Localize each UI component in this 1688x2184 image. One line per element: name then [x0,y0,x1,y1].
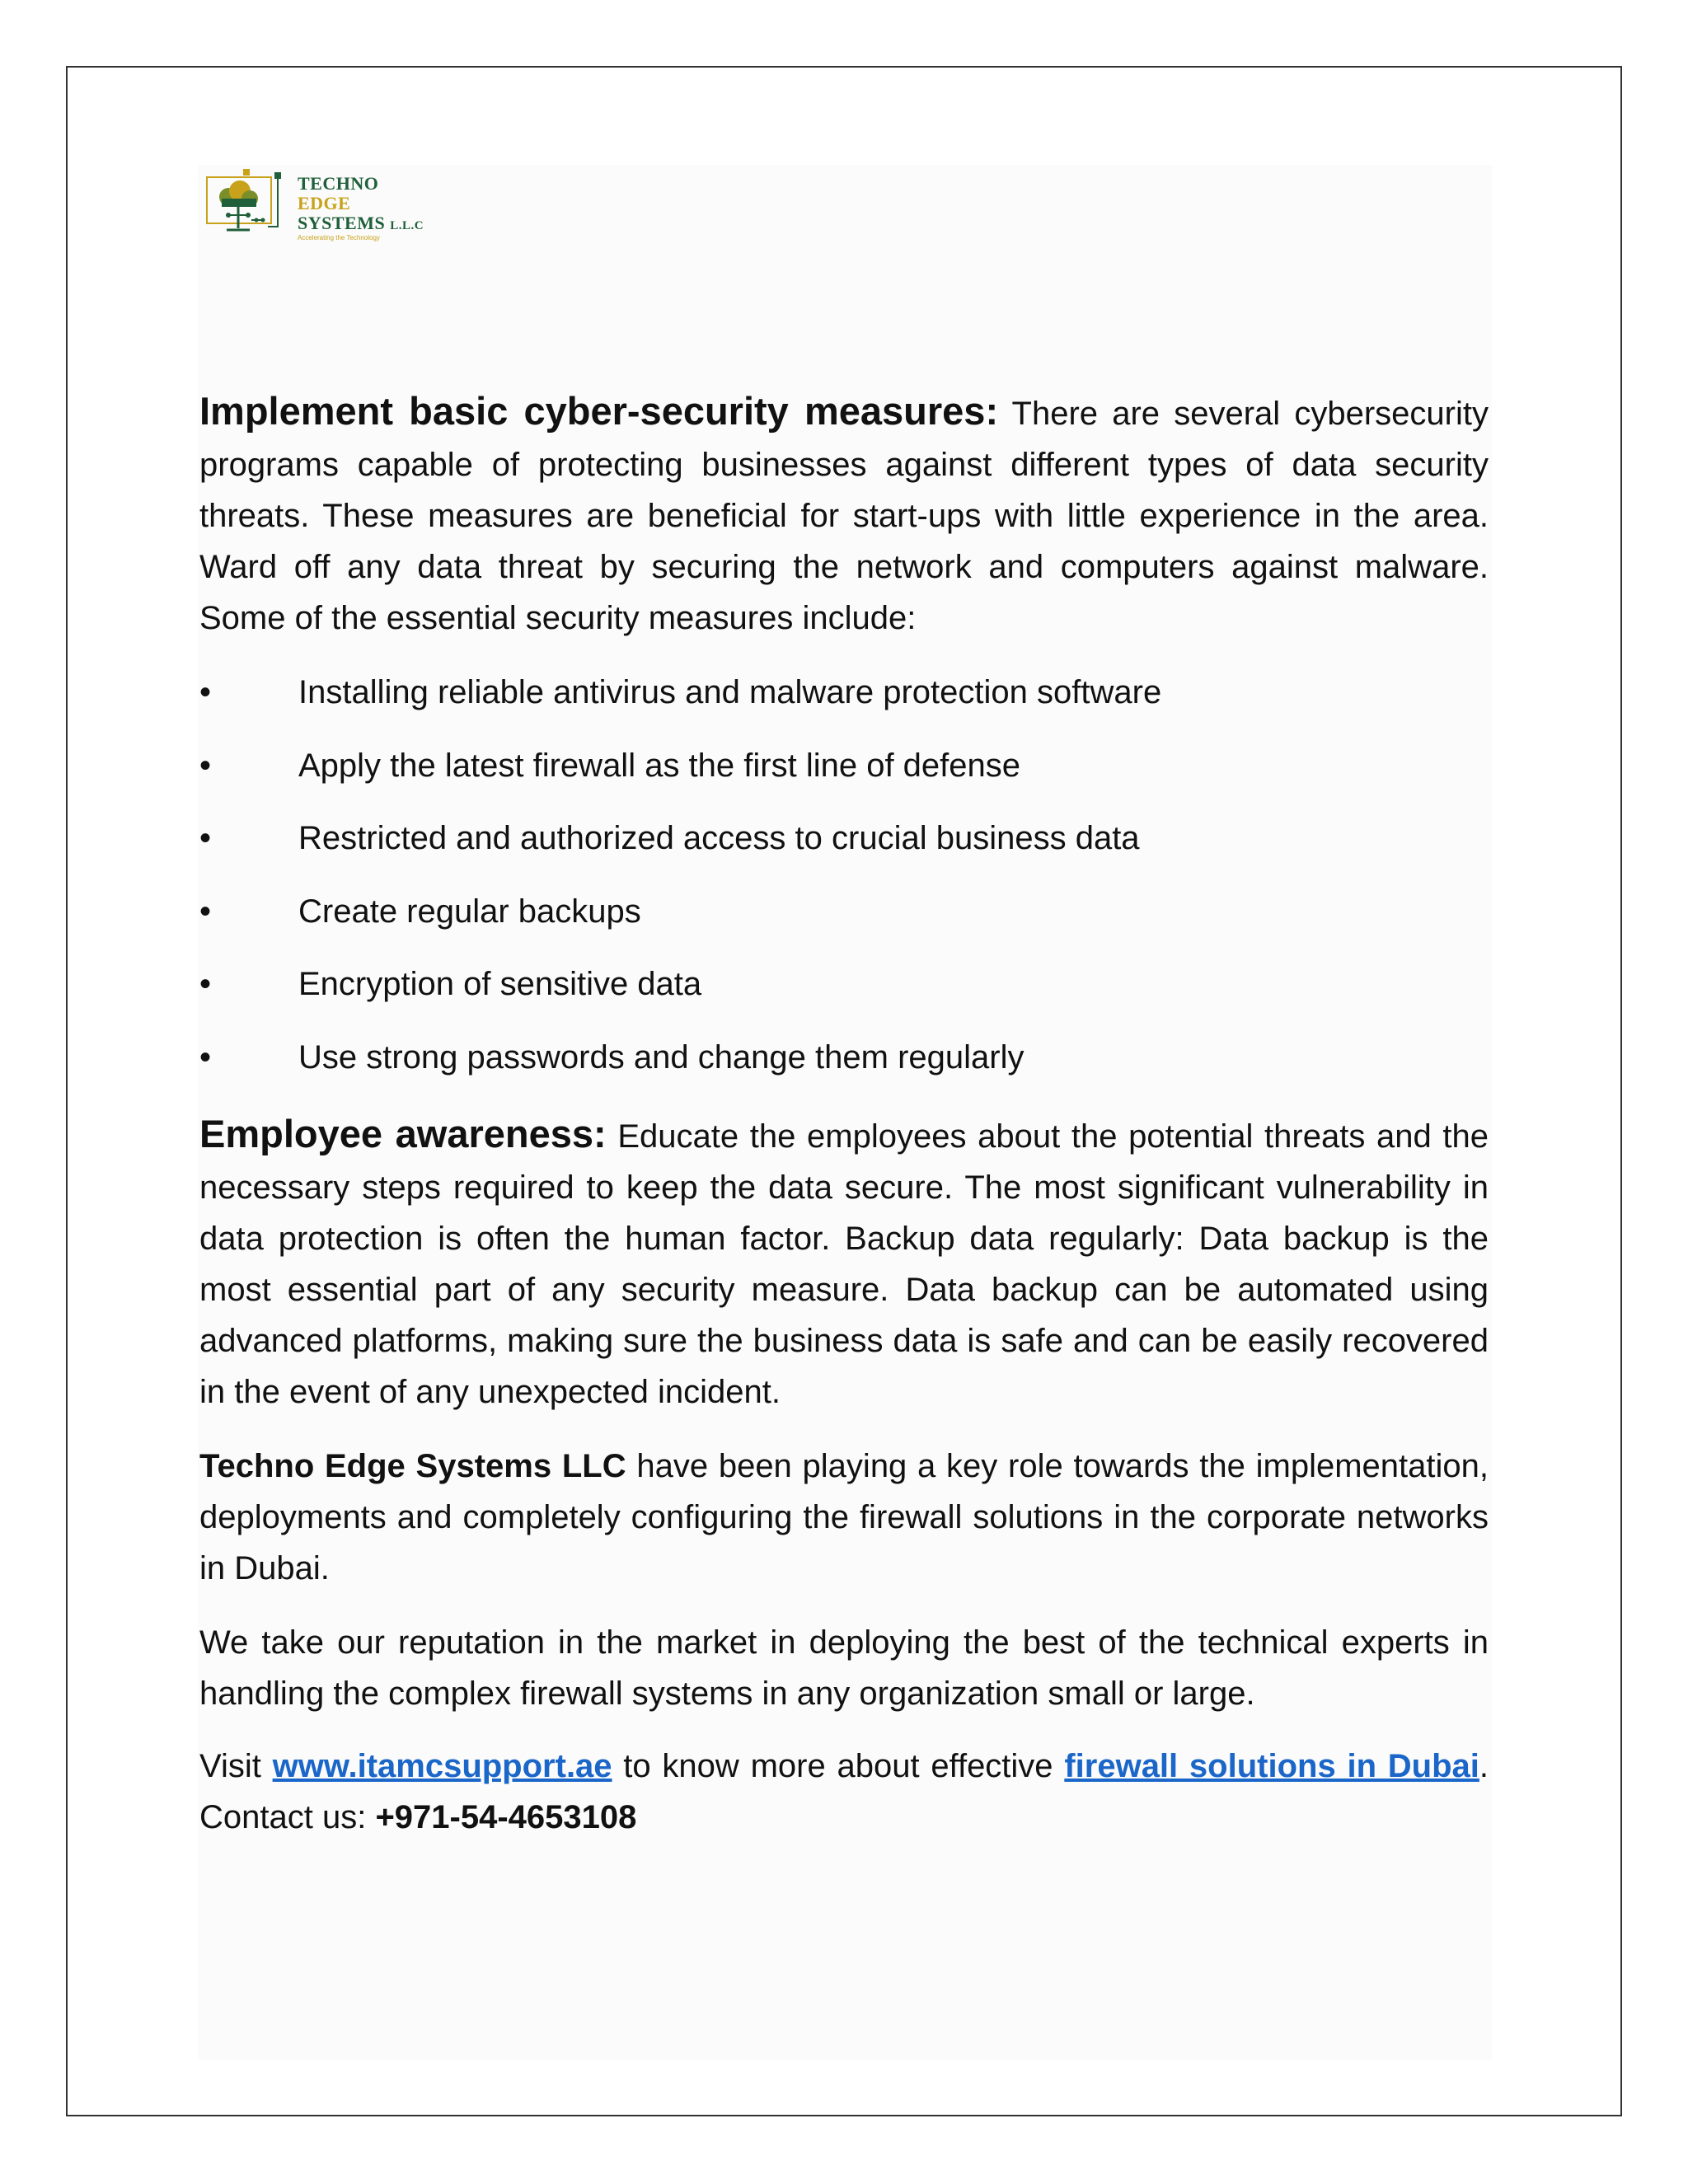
list-item-text: Create regular backups [298,893,641,930]
company-paragraph [199,1441,1489,1594]
reputation-body: We take our reputation in the market in deploying the best of the technical experts in handling the complex firewall systems in any organization small or large. [199,1624,1489,1712]
list-item [199,1033,1485,1106]
list-item-text: Encryption of sensitive data [298,966,702,1002]
firewall-solutions-link[interactable]: firewall solutions in Dubai [1064,1748,1479,1784]
logo-wordmark [298,174,424,242]
list-item [199,887,1485,960]
company-body: have been playing a key role towards the implementation, deployments and completely configuring the firewall solutions in the corporate networks in Dubai. [199,1448,1489,1586]
bullet-icon: • [199,820,212,856]
bullet-icon: • [199,747,212,784]
intro-paragraph [199,386,1489,644]
security-measures-list [199,668,1485,1105]
awareness-paragraph [199,1108,1489,1418]
list-item [199,959,1485,1033]
logo-systems-word: SYSTEMS [298,213,386,233]
logo-tagline: Accelerating the Technology [298,234,380,241]
contact-paragraph [199,1741,1489,1843]
list-item [199,668,1485,741]
contact-phone: +971-54-4653108 [375,1799,637,1835]
cloud-circuit-icon [202,169,293,248]
list-item-text: Use strong passwords and change them regularly [298,1038,1025,1076]
awareness-heading: Employee awareness: [199,1112,607,1155]
contact-middle: to know more about effective [612,1748,1065,1784]
logo-line-techno: TECHNO [298,173,379,194]
contact-label: . Contact us: [199,1748,1489,1835]
intro-heading: Implement basic cyber-security measures: [199,389,999,433]
bullet-icon: • [199,966,212,1002]
list-item-text: Restricted and authorized access to crucial business data [298,820,1140,856]
list-item-text: Installing reliable antivirus and malware protection software [298,674,1162,710]
bullet-icon: • [199,893,212,930]
awareness-body: Educate the employees about the potential threats and the necessary steps required to keep the data secure. The most significant vulnerability in data protection is often the human factor. Backup data regularly: Data backup is the most essential part of any security measure. Data backup can be automated using advanced platforms, making sure the business data is safe and can be easily recovered in the event of any unexpected incident. [199,1118,1489,1410]
reputation-paragraph [199,1617,1489,1719]
logo-line-edge: EDGE [298,193,351,213]
logo-line-systems [298,213,424,236]
company-logo [202,169,449,251]
logo-llc-suffix: L.L.C [390,219,424,232]
list-item-text: Apply the latest firewall as the first line of defense [298,747,1021,784]
list-item [199,813,1485,887]
bullet-icon: • [199,1038,212,1076]
list-item [199,741,1485,814]
website-link[interactable]: www.itamcsupport.ae [272,1748,612,1784]
bullet-icon: • [199,674,212,710]
intro-body: There are several cybersecurity programs capable of protecting businesses against different types of data security threats. These measures are beneficial for start-ups with little experience in the area. Ward off any data threat by securing the network and computers against malware. Some of the essential security measures include: [199,396,1489,636]
company-name: Techno Edge Systems LLC [199,1448,626,1484]
contact-prefix: Visit [199,1748,273,1784]
